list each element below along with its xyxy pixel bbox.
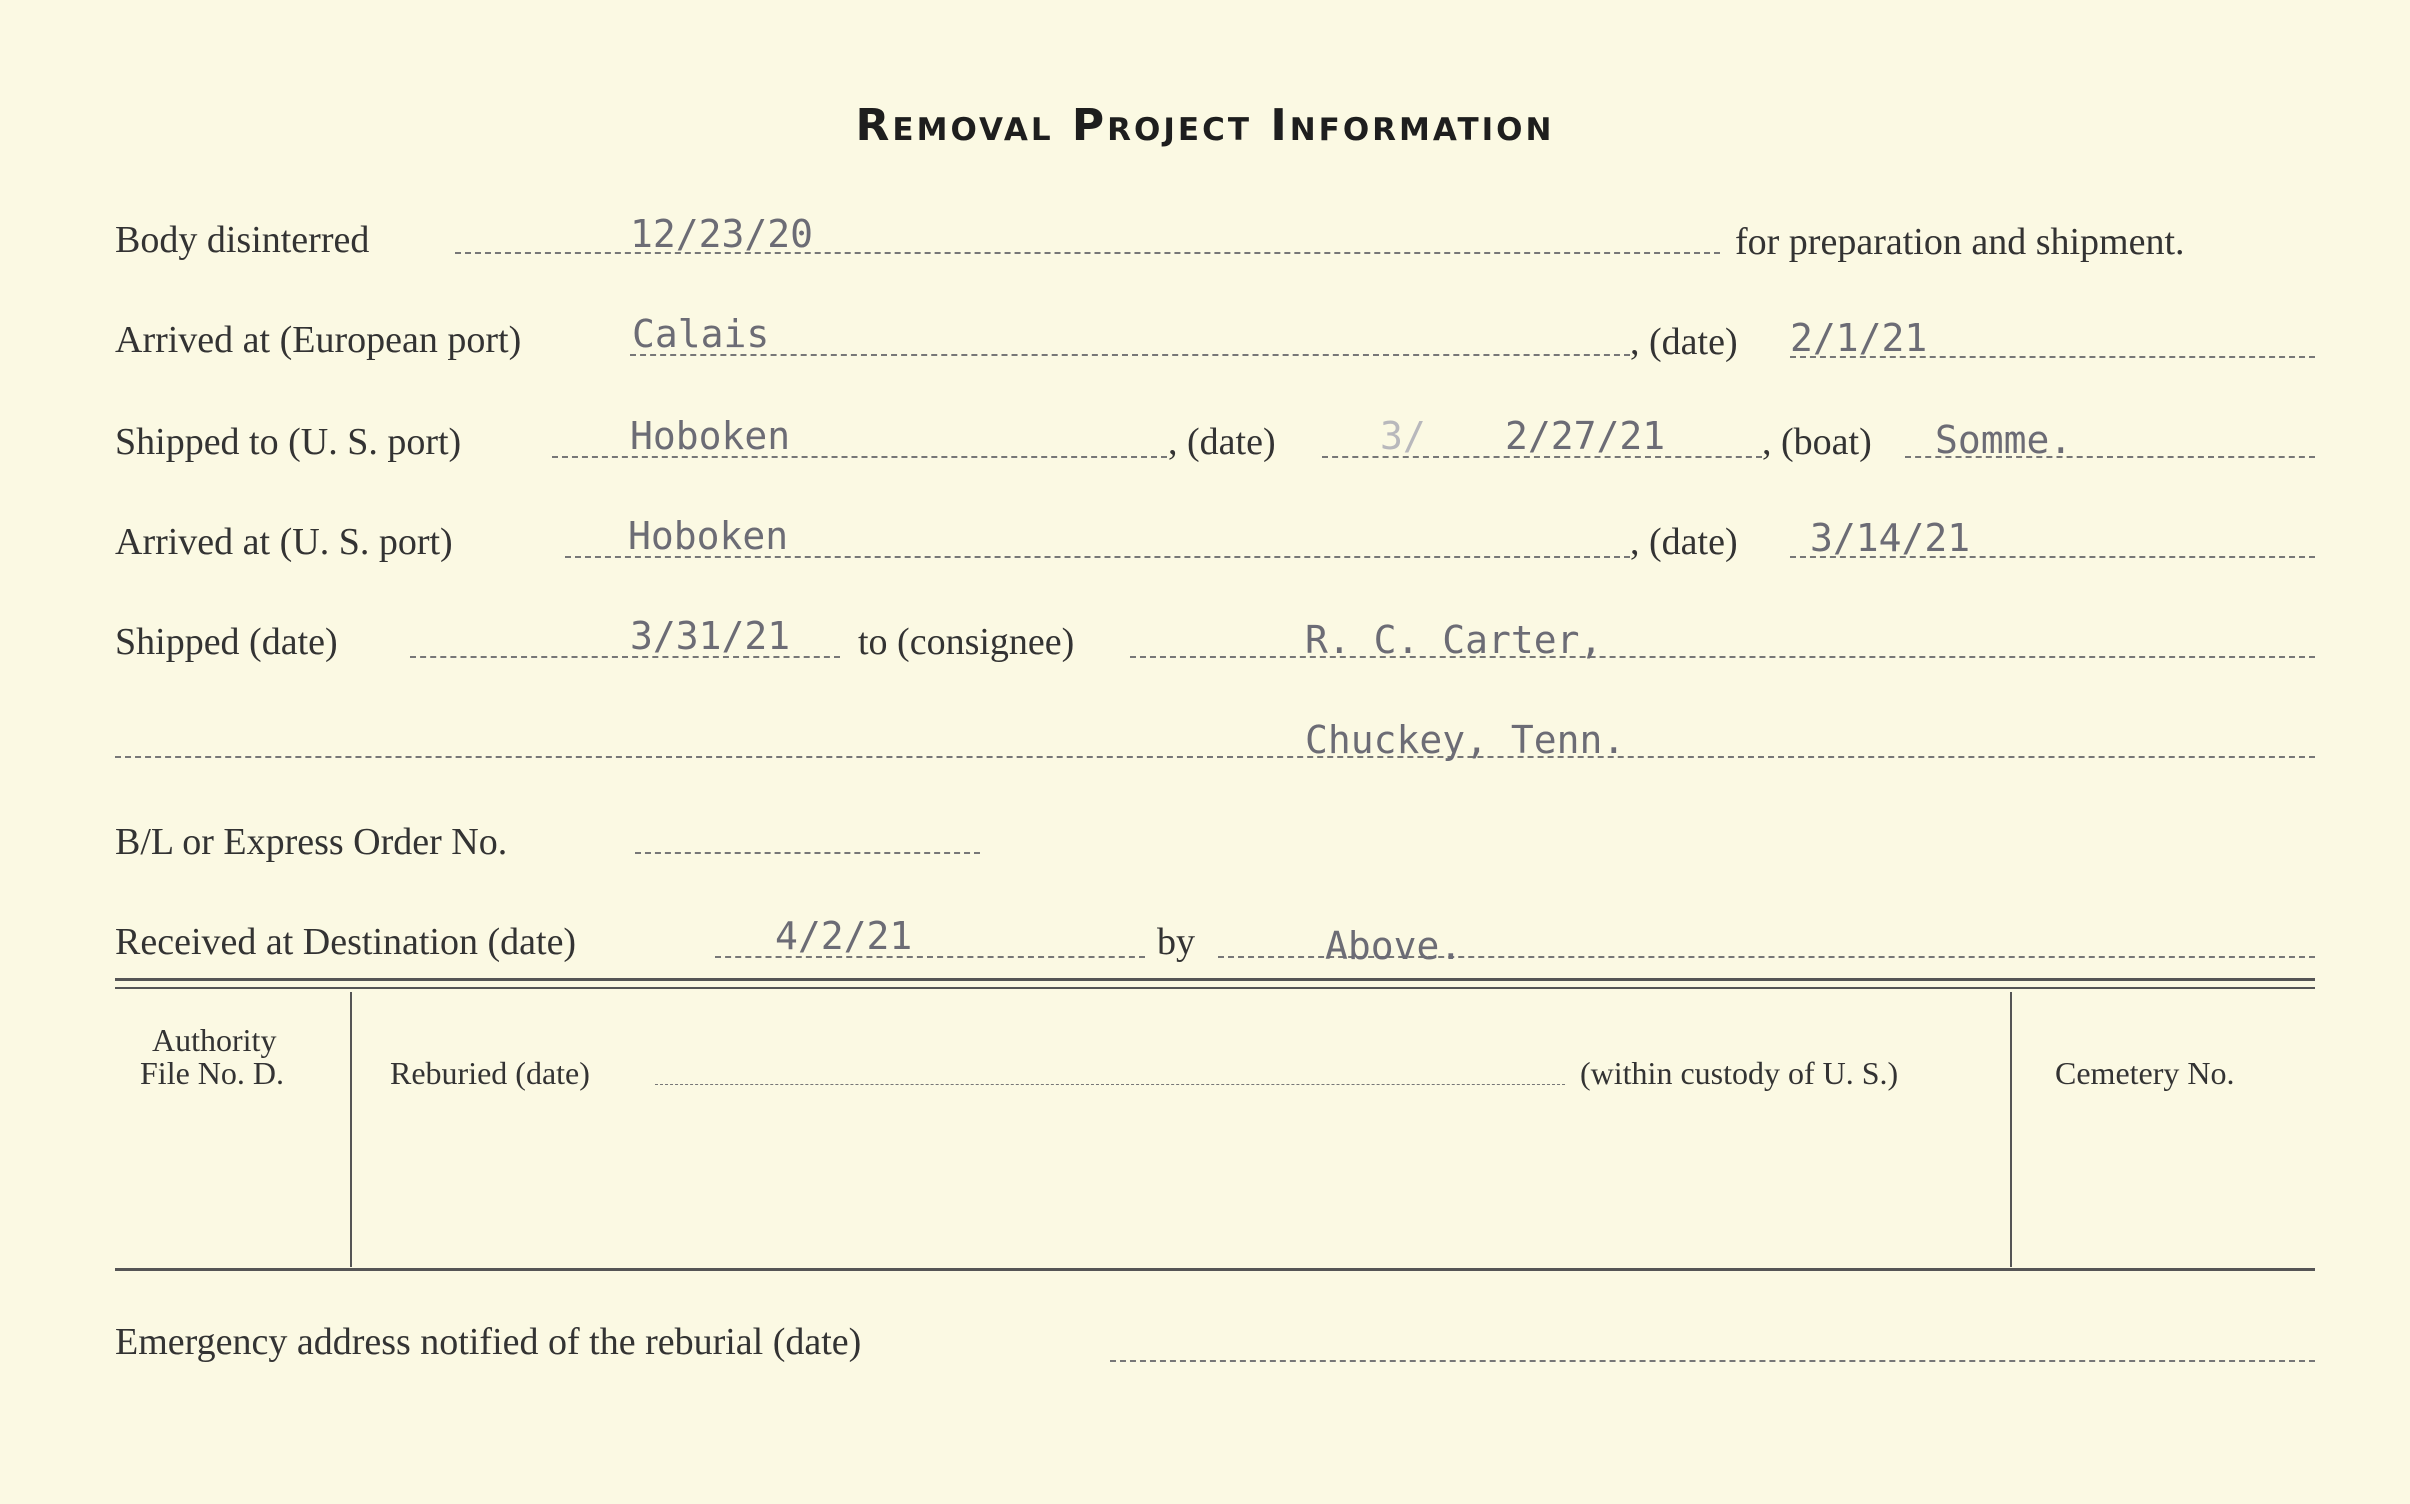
table-bottom-rule bbox=[115, 1268, 2315, 1271]
shipped-us-date-struck: 3/ bbox=[1380, 414, 1426, 458]
bl-line bbox=[635, 852, 980, 854]
consignee-address-line bbox=[115, 756, 2315, 758]
shipped-us-boat: Somme. bbox=[1935, 418, 2073, 462]
shipped-us-date-label: , (date) bbox=[1168, 421, 1276, 463]
consignee-value: R. C. Carter, bbox=[1305, 618, 1603, 662]
shipped-us-label: Shipped to (U. S. port) bbox=[115, 421, 462, 463]
shipped-label: Shipped (date) bbox=[115, 621, 338, 663]
shipped-us-date: 2/27/21 bbox=[1505, 414, 1666, 458]
arrived-eu-value: Calais bbox=[632, 312, 770, 356]
page-title: Removal Project Information bbox=[855, 100, 1555, 151]
arrived-eu-date: 2/1/21 bbox=[1790, 316, 1928, 360]
emergency-label: Emergency address notified of the reburial (date) bbox=[115, 1321, 862, 1363]
file-no-label: File No. D. bbox=[140, 1055, 284, 1091]
disinterred-suffix: for preparation and shipment. bbox=[1735, 221, 2185, 263]
bl-label: B/L or Express Order No. bbox=[115, 821, 508, 863]
arrived-eu-date-label: , (date) bbox=[1630, 321, 1738, 363]
reburied-label: Reburied (date) bbox=[390, 1055, 590, 1091]
table-divider-left bbox=[350, 992, 352, 1267]
arrived-us-date: 3/14/21 bbox=[1810, 516, 1971, 560]
disinterred-label: Body disinterred bbox=[115, 219, 370, 261]
arrived-us-date-label: , (date) bbox=[1630, 521, 1738, 563]
arrived-eu-label: Arrived at (European port) bbox=[115, 319, 522, 361]
reburied-line bbox=[655, 1084, 1565, 1085]
consignee-address: Chuckey, Tenn. bbox=[1305, 718, 1626, 762]
received-by-label: by bbox=[1157, 921, 1195, 963]
cemetery-label: Cemetery No. bbox=[2055, 1055, 2235, 1091]
shipped-us-boat-label: , (boat) bbox=[1762, 421, 1872, 463]
arrived-us-label: Arrived at (U. S. port) bbox=[115, 521, 453, 563]
table-divider-right bbox=[2010, 992, 2012, 1267]
arrived-eu-line bbox=[630, 354, 1630, 356]
double-rule-top bbox=[115, 978, 2315, 981]
shipped-us-value: Hoboken bbox=[630, 414, 791, 458]
received-label: Received at Destination (date) bbox=[115, 921, 577, 963]
emergency-line bbox=[1110, 1360, 2315, 1362]
received-value: 4/2/21 bbox=[775, 914, 913, 958]
consignee-label: to (consignee) bbox=[858, 621, 1075, 663]
authority-label: Authority bbox=[152, 1022, 277, 1058]
disinterred-value: 12/23/20 bbox=[630, 212, 814, 256]
shipped-value: 3/31/21 bbox=[630, 614, 791, 658]
double-rule-bottom bbox=[115, 987, 2315, 989]
received-by: Above. bbox=[1325, 924, 1463, 968]
arrived-us-value: Hoboken bbox=[628, 514, 789, 558]
custody-label: (within custody of U. S.) bbox=[1580, 1055, 1899, 1091]
